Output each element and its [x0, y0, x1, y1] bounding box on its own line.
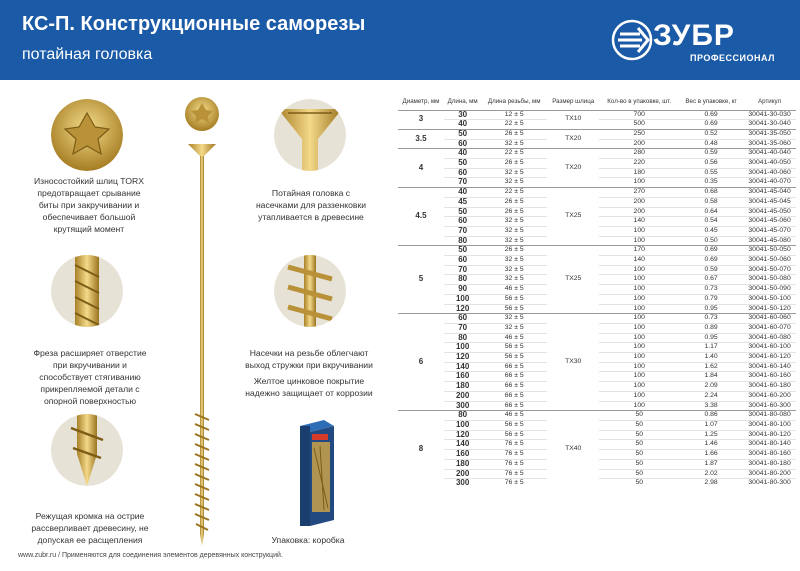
quantity-cell: 50	[599, 440, 679, 450]
weight-cell: 0.64	[679, 207, 743, 217]
article-cell: 30041-80-160	[743, 450, 796, 460]
quantity-cell: 100	[599, 285, 679, 295]
thread-length-cell: 32 ± 5	[481, 226, 547, 236]
column-header: Длина, мм	[447, 98, 478, 106]
thread-length-cell: 56 ± 5	[481, 430, 547, 440]
thread-length-cell: 56 ± 5	[481, 353, 547, 363]
header-banner	[0, 0, 800, 80]
quantity-cell: 170	[599, 246, 679, 256]
thread-length-cell: 46 ± 5	[481, 333, 547, 343]
diameter-cell: 4.5	[398, 188, 444, 246]
brand-subtitle: ПРОФЕССИОНАЛ	[690, 53, 775, 63]
weight-cell: 0.69	[679, 246, 743, 256]
article-cell: 30041-60-180	[743, 382, 796, 392]
thread-length-cell: 26 ± 5	[481, 159, 547, 169]
length-cell: 60	[444, 256, 482, 266]
length-cell: 40	[444, 149, 482, 159]
thread-length-cell: 66 ± 5	[481, 382, 547, 392]
quantity-cell: 100	[599, 391, 679, 401]
thread-length-cell: 26 ± 5	[481, 246, 547, 256]
article-cell: 30041-50-100	[743, 294, 796, 304]
thread-length-cell: 56 ± 5	[481, 421, 547, 431]
weight-cell: 0.48	[679, 139, 743, 149]
thread-length-cell: 22 ± 5	[481, 188, 547, 198]
article-cell: 30041-30-030	[743, 110, 796, 120]
quantity-cell: 100	[599, 333, 679, 343]
table-row	[398, 188, 796, 198]
slot-size-cell: TX25	[547, 188, 599, 246]
quantity-cell: 100	[599, 265, 679, 275]
weight-cell: 1.87	[679, 459, 743, 469]
length-cell: 140	[444, 362, 482, 372]
packaging-box-image	[294, 418, 336, 528]
quantity-cell: 100	[599, 362, 679, 372]
length-cell: 90	[444, 285, 482, 295]
article-cell: 30041-35-050	[743, 129, 796, 139]
article-cell: 30041-60-120	[743, 353, 796, 363]
thread-length-cell: 26 ± 5	[481, 129, 547, 139]
length-cell: 100	[444, 343, 482, 353]
article-cell: 30041-80-200	[743, 469, 796, 479]
diameter-cell: 3.5	[398, 129, 444, 148]
length-cell: 200	[444, 391, 482, 401]
quantity-cell: 280	[599, 149, 679, 159]
column-header: Длина резьбы, мм	[487, 98, 541, 106]
quantity-cell: 200	[599, 197, 679, 207]
diameter-cell: 8	[398, 411, 444, 488]
quantity-cell: 250	[599, 129, 679, 139]
thread-length-cell: 76 ± 5	[481, 459, 547, 469]
page-subtitle: потайная головка	[22, 46, 153, 63]
thread-length-cell: 22 ± 5	[481, 120, 547, 130]
length-cell: 120	[444, 430, 482, 440]
weight-cell: 1.66	[679, 450, 743, 460]
spec-table	[398, 94, 796, 488]
weight-cell: 1.84	[679, 372, 743, 382]
length-cell: 180	[444, 382, 482, 392]
screw-image	[178, 94, 226, 549]
weight-cell: 0.54	[679, 217, 743, 227]
weight-cell: 1.62	[679, 362, 743, 372]
column-header: Диаметр, мм	[402, 98, 440, 106]
quantity-cell: 100	[599, 343, 679, 353]
article-cell: 30041-60-070	[743, 323, 796, 333]
column-header: Кол-во в упаковке, шт.	[607, 98, 672, 106]
article-cell: 30041-45-050	[743, 207, 796, 217]
length-cell: 300	[444, 401, 482, 411]
weight-cell: 0.73	[679, 314, 743, 324]
quantity-cell: 220	[599, 159, 679, 169]
thread-length-cell: 26 ± 5	[481, 207, 547, 217]
article-cell: 30041-35-060	[743, 139, 796, 149]
weight-cell: 2.02	[679, 469, 743, 479]
page-title: КС-П. Конструкционные саморезы	[22, 13, 366, 35]
thread-length-cell: 32 ± 5	[481, 178, 547, 188]
article-cell: 30041-50-120	[743, 304, 796, 314]
length-cell: 60	[444, 139, 482, 149]
length-cell: 50	[444, 159, 482, 169]
slot-size-cell: TX20	[547, 149, 599, 188]
quantity-cell: 270	[599, 188, 679, 198]
thread-length-cell: 32 ± 5	[481, 265, 547, 275]
weight-cell: 2.09	[679, 382, 743, 392]
feature-thread-notches: Насечки на резьбе облегчают выход стружки при вкручивании	[245, 348, 373, 370]
thread-length-cell: 32 ± 5	[481, 236, 547, 246]
article-cell: 30041-45-080	[743, 236, 796, 246]
weight-cell: 0.67	[679, 275, 743, 285]
article-cell: 30041-30-040	[743, 120, 796, 130]
quantity-cell: 50	[599, 469, 679, 479]
quantity-cell: 50	[599, 450, 679, 460]
length-cell: 300	[444, 479, 482, 488]
thread-length-cell: 66 ± 5	[481, 391, 547, 401]
length-cell: 140	[444, 440, 482, 450]
weight-cell: 0.59	[679, 149, 743, 159]
slot-size-cell: TX25	[547, 246, 599, 314]
article-cell: 30041-40-070	[743, 178, 796, 188]
length-cell: 60	[444, 168, 482, 178]
article-cell: 30041-60-060	[743, 314, 796, 324]
length-cell: 30	[444, 110, 482, 120]
article-cell: 30041-60-100	[743, 343, 796, 353]
length-cell: 70	[444, 178, 482, 188]
feature-cutting-edge: Режущая кромка на острие рассверливает древесину, не допуская ее расщепления	[31, 511, 149, 545]
length-cell: 40	[444, 188, 482, 198]
footer-separator: /	[58, 552, 61, 559]
thread-length-cell: 76 ± 5	[481, 450, 547, 460]
article-cell: 30041-45-070	[743, 226, 796, 236]
table-row	[398, 314, 796, 324]
quantity-cell: 500	[599, 120, 679, 130]
quantity-cell: 100	[599, 382, 679, 392]
article-cell: 30041-80-120	[743, 430, 796, 440]
article-cell: 30041-80-140	[743, 440, 796, 450]
thread-length-cell: 66 ± 5	[481, 401, 547, 411]
quantity-cell: 50	[599, 411, 679, 421]
weight-cell: 0.95	[679, 304, 743, 314]
article-cell: 30041-60-160	[743, 372, 796, 382]
article-cell: 30041-40-040	[743, 149, 796, 159]
length-cell: 60	[444, 217, 482, 227]
quantity-cell: 100	[599, 294, 679, 304]
thread-notches-closeup	[274, 255, 346, 327]
length-cell: 100	[444, 421, 482, 431]
article-cell: 30041-45-040	[743, 188, 796, 198]
footer	[18, 552, 283, 559]
thread-length-cell: 22 ± 5	[481, 149, 547, 159]
weight-cell: 0.69	[679, 120, 743, 130]
length-cell: 80	[444, 411, 482, 421]
weight-cell: 1.46	[679, 440, 743, 450]
thread-length-cell: 56 ± 5	[481, 343, 547, 353]
article-cell: 30041-80-080	[743, 411, 796, 421]
thread-length-cell: 56 ± 5	[481, 294, 547, 304]
thread-length-cell: 26 ± 5	[481, 197, 547, 207]
article-cell: 30041-50-080	[743, 275, 796, 285]
length-cell: 200	[444, 469, 482, 479]
thread-length-cell: 32 ± 5	[481, 256, 547, 266]
length-cell: 100	[444, 294, 482, 304]
quantity-cell: 100	[599, 401, 679, 411]
quantity-cell: 100	[599, 236, 679, 246]
thread-length-cell: 32 ± 5	[481, 168, 547, 178]
thread-length-cell: 66 ± 5	[481, 362, 547, 372]
weight-cell: 1.40	[679, 353, 743, 363]
slot-size-cell: TX10	[547, 110, 599, 129]
quantity-cell: 100	[599, 275, 679, 285]
thread-length-cell: 32 ± 5	[481, 217, 547, 227]
weight-cell: 1.25	[679, 430, 743, 440]
quantity-cell: 50	[599, 421, 679, 431]
quantity-cell: 140	[599, 217, 679, 227]
quantity-cell: 100	[599, 226, 679, 236]
thread-length-cell: 32 ± 5	[481, 323, 547, 333]
slot-size-cell: TX20	[547, 129, 599, 148]
article-cell: 30041-80-180	[743, 459, 796, 469]
cutting-tip-closeup	[51, 414, 123, 486]
length-cell: 50	[444, 129, 482, 139]
article-cell: 30041-60-300	[743, 401, 796, 411]
article-cell: 30041-50-060	[743, 256, 796, 266]
quantity-cell: 140	[599, 256, 679, 266]
thread-length-cell: 32 ± 5	[481, 314, 547, 324]
slot-size-cell: TX30	[547, 314, 599, 411]
quantity-cell: 100	[599, 323, 679, 333]
length-cell: 160	[444, 372, 482, 382]
article-cell: 30041-50-090	[743, 285, 796, 295]
thread-length-cell: 46 ± 5	[481, 285, 547, 295]
length-cell: 160	[444, 450, 482, 460]
article-cell: 30041-45-060	[743, 217, 796, 227]
quantity-cell: 50	[599, 479, 679, 488]
length-cell: 70	[444, 226, 482, 236]
diameter-cell: 3	[398, 110, 444, 129]
length-cell: 80	[444, 275, 482, 285]
weight-cell: 0.73	[679, 285, 743, 295]
footer-note: Применяются для соединения элементов деревянных конструкций.	[61, 552, 283, 559]
feature-countersunk-head: Потайная головка с насечками для раззенковки утапливается в древесине	[255, 188, 367, 222]
article-cell: 30041-45-045	[743, 197, 796, 207]
countersunk-head-closeup	[274, 99, 346, 171]
article-cell: 30041-60-200	[743, 391, 796, 401]
weight-cell: 0.55	[679, 168, 743, 178]
diameter-cell: 5	[398, 246, 444, 314]
torx-head-closeup	[51, 99, 123, 171]
slot-size-cell: TX40	[547, 411, 599, 488]
length-cell: 50	[444, 246, 482, 256]
quantity-cell: 100	[599, 314, 679, 324]
weight-cell: 0.79	[679, 294, 743, 304]
feature-zinc-coating: Желтое цинковое покрытие надежно защищает от коррозии	[245, 376, 373, 398]
weight-cell: 0.86	[679, 411, 743, 421]
length-cell: 180	[444, 459, 482, 469]
thread-length-cell: 76 ± 5	[481, 479, 547, 488]
thread-length-cell: 76 ± 5	[481, 469, 547, 479]
length-cell: 120	[444, 304, 482, 314]
article-cell: 30041-50-070	[743, 265, 796, 275]
weight-cell: 0.35	[679, 178, 743, 188]
article-cell: 30041-60-140	[743, 362, 796, 372]
diameter-cell: 6	[398, 314, 444, 411]
weight-cell: 1.17	[679, 343, 743, 353]
footer-site: www.zubr.ru	[18, 552, 57, 559]
weight-cell: 0.56	[679, 159, 743, 169]
thread-length-cell: 32 ± 5	[481, 139, 547, 149]
thread-length-cell: 12 ± 5	[481, 110, 547, 120]
column-header: Вес в упаковке, кг	[685, 98, 737, 106]
weight-cell: 0.59	[679, 265, 743, 275]
quantity-cell: 700	[599, 110, 679, 120]
quantity-cell: 100	[599, 178, 679, 188]
spec-table-body	[398, 110, 796, 488]
length-cell: 80	[444, 333, 482, 343]
quantity-cell: 200	[599, 139, 679, 149]
feature-packaging: Упаковка: коробка	[271, 535, 345, 545]
thread-cutter-closeup	[51, 255, 123, 327]
column-header: Размер шлица	[552, 98, 595, 106]
quantity-cell: 180	[599, 168, 679, 178]
column-header: Артикул	[758, 98, 782, 106]
quantity-cell: 100	[599, 353, 679, 363]
quantity-cell: 50	[599, 430, 679, 440]
weight-cell: 2.98	[679, 479, 743, 488]
weight-cell: 0.45	[679, 226, 743, 236]
length-cell: 60	[444, 314, 482, 324]
length-cell: 50	[444, 207, 482, 217]
weight-cell: 3.38	[679, 401, 743, 411]
length-cell: 70	[444, 265, 482, 275]
thread-length-cell: 66 ± 5	[481, 372, 547, 382]
article-cell: 30041-40-050	[743, 159, 796, 169]
article-cell: 30041-40-060	[743, 168, 796, 178]
length-cell: 120	[444, 353, 482, 363]
thread-length-cell: 32 ± 5	[481, 275, 547, 285]
weight-cell: 0.58	[679, 197, 743, 207]
article-cell: 30041-80-100	[743, 421, 796, 431]
feature-torx: Износостойкий шлиц TORX предотвращает срывание биты при закручивании и обеспечивает большой крутящий момент	[33, 176, 144, 234]
quantity-cell: 100	[599, 304, 679, 314]
weight-cell: 0.69	[679, 110, 743, 120]
article-cell: 30041-80-300	[743, 479, 796, 488]
quantity-cell: 50	[599, 459, 679, 469]
thread-length-cell: 46 ± 5	[481, 411, 547, 421]
weight-cell: 0.95	[679, 333, 743, 343]
spec-table-header	[398, 94, 796, 110]
weight-cell: 0.69	[679, 256, 743, 266]
diameter-cell: 4	[398, 149, 444, 188]
thread-length-cell: 76 ± 5	[481, 440, 547, 450]
thread-length-cell: 56 ± 5	[481, 304, 547, 314]
weight-cell: 0.50	[679, 236, 743, 246]
table-row	[398, 129, 796, 139]
length-cell: 45	[444, 197, 482, 207]
quantity-cell: 100	[599, 372, 679, 382]
length-cell: 80	[444, 236, 482, 246]
weight-cell: 0.89	[679, 323, 743, 333]
length-cell: 40	[444, 120, 482, 130]
article-cell: 30041-60-080	[743, 333, 796, 343]
article-cell: 30041-50-050	[743, 246, 796, 256]
weight-cell: 0.52	[679, 129, 743, 139]
brand-name: ЗУБР	[653, 19, 735, 52]
weight-cell: 2.24	[679, 391, 743, 401]
length-cell: 70	[444, 323, 482, 333]
quantity-cell: 200	[599, 207, 679, 217]
weight-cell: 0.68	[679, 188, 743, 198]
weight-cell: 1.07	[679, 421, 743, 431]
feature-cutter: Фреза расширяет отверстие при вкручивании и способствует стягиванию прикрепляемой детали с опорной поверхностью	[33, 348, 147, 406]
